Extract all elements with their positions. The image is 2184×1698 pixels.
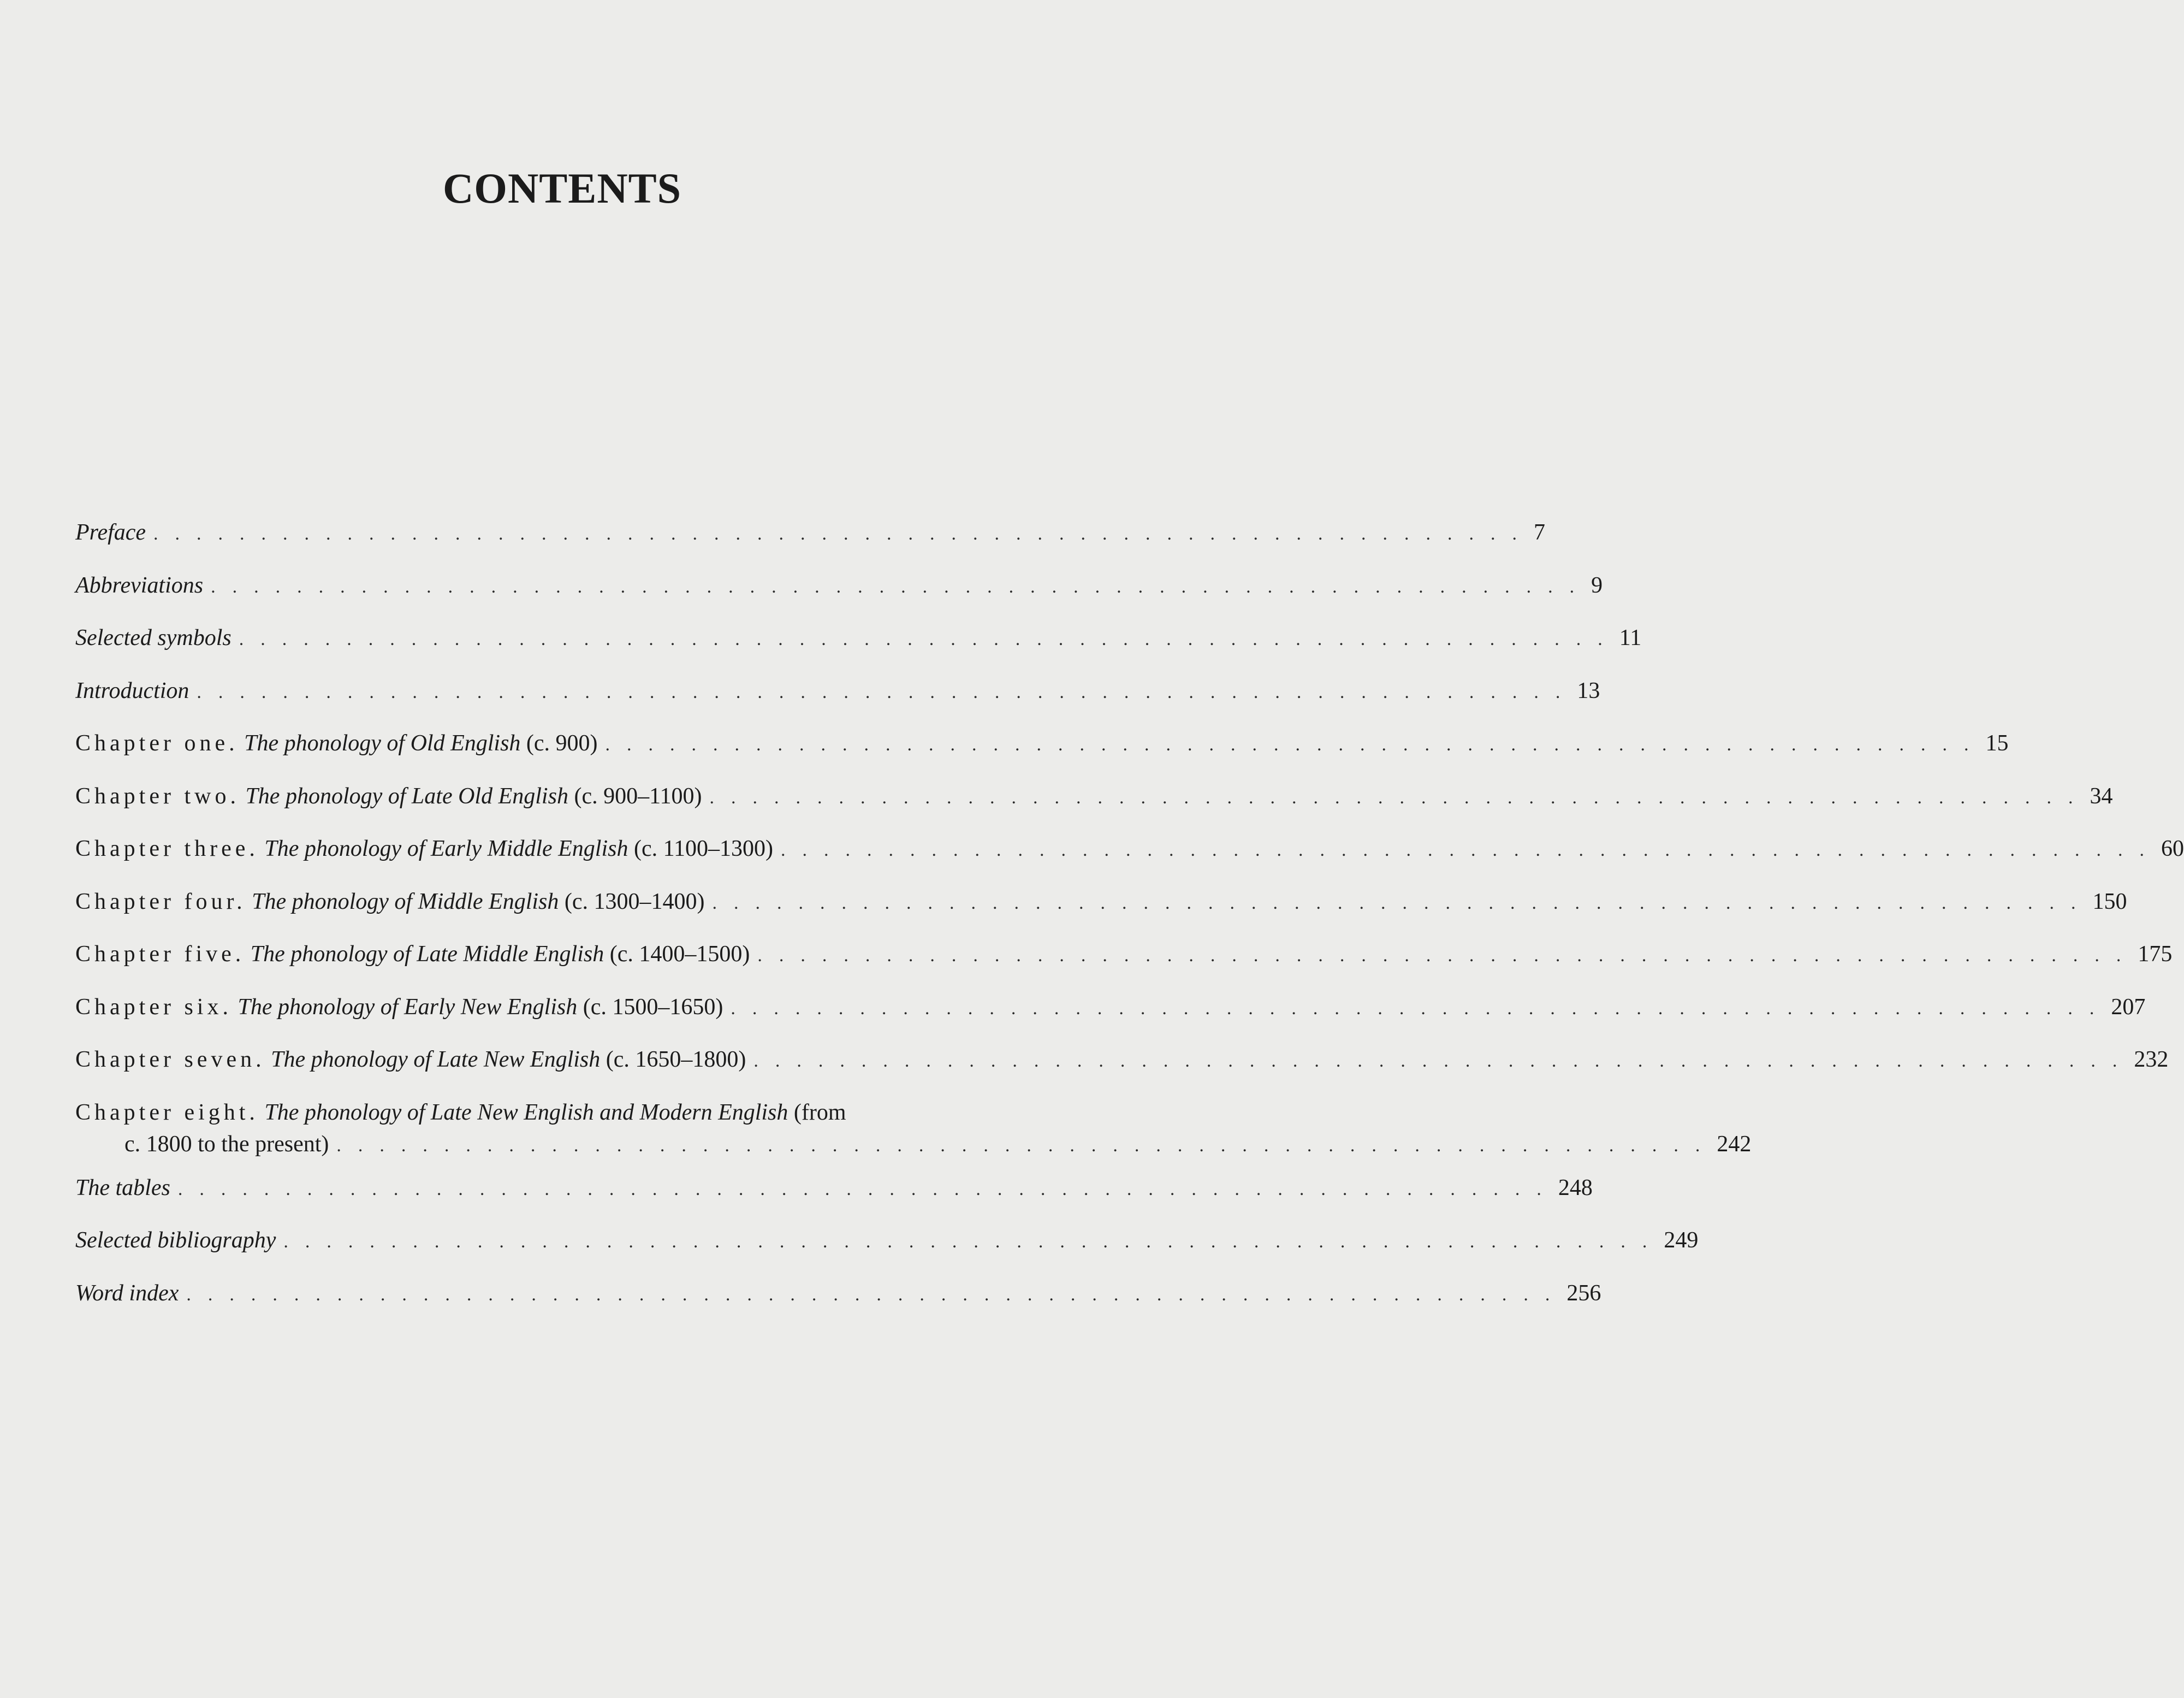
chapter-number: Chapter three. bbox=[75, 836, 259, 861]
page-number: 207 bbox=[2111, 994, 2146, 1020]
dot-leader: ................................................................ bbox=[605, 735, 1986, 755]
toc-entry-chapter-five bbox=[75, 940, 2173, 993]
chapter-title: The phonology of Late Old English bbox=[245, 783, 568, 809]
toc-entry-word-index bbox=[75, 1280, 1601, 1333]
chapter-dates: (c. 1400–1500) bbox=[609, 942, 750, 967]
entry-label: The tables bbox=[75, 1175, 170, 1200]
dot-leader: ................................................................ bbox=[753, 1051, 2134, 1071]
page-number: 248 bbox=[1558, 1175, 1593, 1200]
entry-label bbox=[75, 1099, 1085, 1131]
page-number: 242 bbox=[1717, 1131, 1752, 1157]
dot-leader: ................................................................ bbox=[177, 1179, 1558, 1199]
page-number: 256 bbox=[1566, 1280, 1601, 1306]
page-number: 175 bbox=[2138, 942, 2173, 967]
chapter-title: The phonology of Early New English bbox=[238, 994, 578, 1020]
entry-label bbox=[75, 888, 705, 915]
entry-label: Abbreviations bbox=[75, 572, 204, 598]
chapter-number: Chapter seven. bbox=[75, 1047, 265, 1072]
toc-entry-selected-bibliography bbox=[75, 1227, 1699, 1280]
page-number: 15 bbox=[1985, 731, 2009, 756]
page-number: 249 bbox=[1664, 1228, 1699, 1253]
dot-leader: ................................................................ bbox=[336, 1135, 1717, 1156]
toc-entry-selected-symbols bbox=[75, 624, 1642, 677]
toc-entry-chapter-three bbox=[75, 835, 2184, 888]
chapter-title: The phonology of Late Middle English bbox=[250, 942, 604, 967]
chapter-number: Chapter four. bbox=[75, 889, 246, 914]
entry-label bbox=[75, 783, 702, 810]
chapter-dates: (c. 1300–1400) bbox=[564, 889, 705, 914]
chapter-dates: (c. 900–1100) bbox=[574, 783, 702, 809]
chapter-title: The phonology of Old English bbox=[244, 731, 521, 756]
entry-label: Selected symbols bbox=[75, 625, 232, 650]
entry-label bbox=[75, 730, 598, 757]
entry-label-continued: c. 1800 to the present) bbox=[124, 1131, 329, 1157]
chapter-title: The phonology of Early Middle English bbox=[264, 836, 628, 861]
entry-label bbox=[75, 835, 773, 862]
toc-entry-the-tables bbox=[75, 1174, 1593, 1227]
toc-entry-chapter-six bbox=[75, 993, 2146, 1046]
page-number: 11 bbox=[1619, 625, 1642, 650]
dot-leader: ................................................................ bbox=[239, 629, 1619, 649]
entry-label: Preface bbox=[75, 520, 146, 545]
chapter-number: Chapter eight. bbox=[75, 1099, 259, 1125]
toc-entry-introduction bbox=[75, 677, 1600, 730]
dot-leader: ................................................................ bbox=[283, 1232, 1664, 1252]
toc-entry-chapter-two bbox=[75, 783, 2113, 836]
chapter-dates: (c. 900) bbox=[526, 731, 598, 756]
chapter-number: Chapter two. bbox=[75, 783, 240, 809]
page-number: 7 bbox=[1534, 520, 1546, 545]
dot-leader: ................................................................ bbox=[712, 892, 2093, 913]
entry-label: Word index bbox=[75, 1280, 179, 1306]
toc-entry-chapter-one bbox=[75, 730, 2009, 783]
dot-leader: ................................................................ bbox=[186, 1284, 1567, 1305]
chapter-dates: (from bbox=[793, 1099, 846, 1125]
dot-leader: ................................................................ bbox=[731, 998, 2111, 1019]
chapter-number: Chapter five. bbox=[75, 942, 245, 967]
page-number: 9 bbox=[1591, 572, 1603, 598]
page-title: CONTENTS bbox=[442, 164, 682, 212]
chapter-dates: (c. 1100–1300) bbox=[633, 836, 774, 861]
chapter-title: The phonology of Late New English bbox=[271, 1047, 601, 1072]
chapter-dates: (c. 1500–1650) bbox=[583, 994, 723, 1020]
dot-leader: ................................................................ bbox=[153, 524, 1534, 544]
dot-leader: ................................................................ bbox=[709, 787, 2090, 808]
toc-entry-chapter-seven bbox=[75, 1046, 2169, 1099]
page-number: 60 bbox=[2161, 836, 2184, 861]
toc-entry-chapter-eight bbox=[75, 1099, 1752, 1174]
chapter-number: Chapter one. bbox=[75, 731, 239, 756]
entry-label bbox=[75, 993, 723, 1021]
entry-label bbox=[75, 1046, 746, 1073]
dot-leader: ................................................................ bbox=[781, 840, 2162, 860]
toc-entry-abbreviations bbox=[75, 572, 1603, 625]
toc-entry-preface bbox=[75, 519, 1546, 572]
dot-leader: ................................................................ bbox=[197, 682, 1577, 702]
entry-label: Introduction bbox=[75, 678, 189, 703]
entry-label: Selected bibliography bbox=[75, 1228, 276, 1253]
page-number: 150 bbox=[2092, 889, 2127, 914]
table-of-contents bbox=[75, 519, 2184, 1332]
page-number: 34 bbox=[2090, 783, 2113, 809]
dot-leader: ................................................................ bbox=[211, 576, 1592, 597]
toc-entry-chapter-four bbox=[75, 888, 2127, 941]
page-number: 232 bbox=[2134, 1047, 2169, 1072]
dot-leader: ................................................................ bbox=[757, 945, 2138, 966]
chapter-dates: (c. 1650–1800) bbox=[606, 1047, 746, 1072]
entry-label bbox=[75, 940, 750, 968]
chapter-number: Chapter six. bbox=[75, 994, 232, 1020]
chapter-title: The phonology of Middle English bbox=[252, 889, 559, 914]
chapter-title: The phonology of Late New English and Modern English bbox=[264, 1099, 788, 1125]
page-number: 13 bbox=[1577, 678, 1600, 703]
